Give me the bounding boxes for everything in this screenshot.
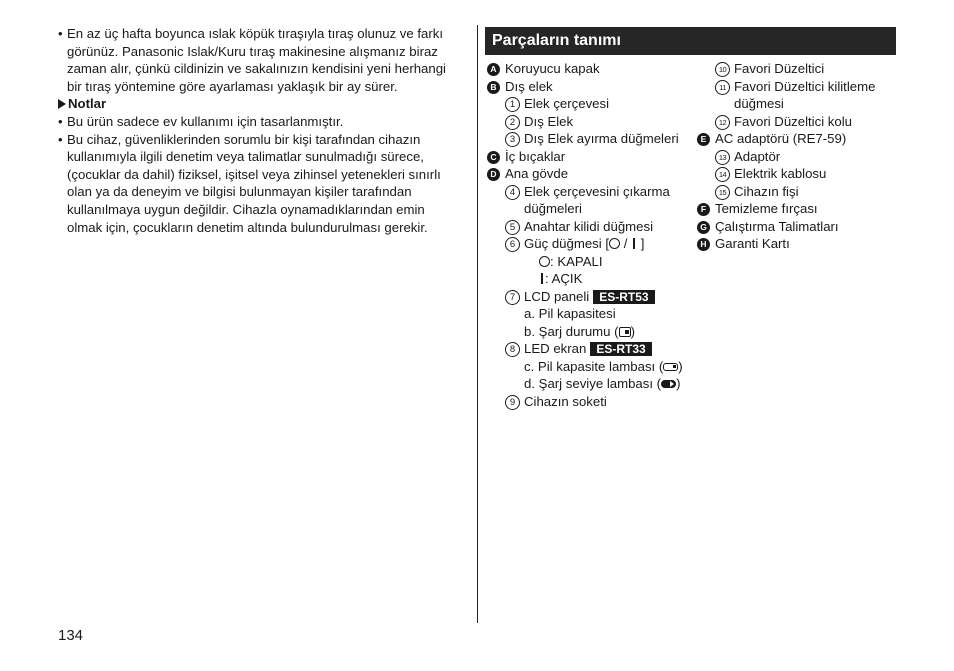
letter-badge-icon: F [697, 203, 710, 216]
parts-list-column-2 [697, 60, 897, 253]
part-8: 8 LED ekran ES-RT33 [487, 340, 702, 358]
parts-list-column-1 [487, 60, 702, 410]
part-g: G Çalıştırma Talimatları [697, 218, 897, 236]
charge-status-icon [619, 327, 631, 337]
part-c: C İç bıçaklar [487, 148, 702, 166]
part-a: A Koruyucu kapak [487, 60, 702, 78]
note-item: • Bu ürün sadece ev kullanımı için tasarlanmıştır. [58, 113, 456, 131]
circled-number-icon: 8 [505, 342, 520, 357]
model-badge: ES-RT53 [593, 290, 654, 304]
part-2: 2 Dış Elek [487, 113, 702, 131]
part-f: F Temizleme fırçası [697, 200, 897, 218]
part-4: 4 Elek çerçevesini çıkarma [487, 183, 702, 201]
part-14: 14 Elektrik kablosu [697, 165, 897, 183]
page-number: 134 [58, 627, 84, 644]
part-10: 10 Favori Düzeltici [697, 60, 897, 78]
circled-number-icon: 3 [505, 132, 520, 147]
circled-number-icon: 11 [715, 80, 730, 95]
intro-bullet: • En az üç hafta boyunca ıslak köpük tıraşıyla tıraş olunuz ve farkı görünüz. Panasonic Islak/Kuru tıraş makinesine alışmanız biraz zaman alır, çünkü cildinizin ve sakalınızın kendisini yeni herhangi bir tıraş yöntemine göre ayarlaması yaklaşık bir ay sürer. [58, 25, 456, 95]
letter-badge-icon: B [487, 81, 500, 94]
notes-heading: Notlar [58, 95, 456, 113]
part-15: 15 Cihazın fişi [697, 183, 897, 201]
triangle-right-icon [58, 99, 66, 109]
letter-badge-icon: G [697, 221, 710, 234]
part-d: D Ana gövde [487, 165, 702, 183]
part-4-continued: düğmeleri [524, 201, 582, 216]
part-13: 13 Adaptör [697, 148, 897, 166]
part-b: B Dış elek [487, 78, 702, 96]
letter-badge-icon: E [697, 133, 710, 146]
part-e: E AC adaptörü (RE7-59) [697, 130, 897, 148]
circled-number-icon: 2 [505, 115, 520, 130]
power-off-ring-icon [609, 238, 620, 249]
circled-number-icon: 12 [715, 115, 730, 130]
circled-number-icon: 14 [715, 167, 730, 182]
part-7a: a. Pil kapasitesi [524, 306, 616, 321]
column-divider [477, 25, 478, 623]
power-on-row: : AÇIK [487, 270, 702, 288]
circled-number-icon: 7 [505, 290, 520, 305]
part-9: 9 Cihazın soketi [487, 393, 702, 411]
model-badge: ES-RT33 [590, 342, 651, 356]
section-title: Parçaların tanımı [485, 27, 896, 55]
battery-icon [663, 363, 678, 371]
circled-number-icon: 10 [715, 62, 730, 77]
power-on-bar-icon [541, 273, 543, 284]
circled-number-icon: 6 [505, 237, 520, 252]
letter-badge-icon: A [487, 63, 500, 76]
part-11-continued: düğmesi [734, 96, 784, 111]
part-8c: c. Pil kapasite lambası ( ) [524, 358, 683, 374]
part-8d: d. Şarj seviye lambası ( ) [524, 376, 681, 391]
part-6: 6 Güç düğmesi [ / ] [487, 235, 702, 253]
circled-number-icon: 9 [505, 395, 520, 410]
circled-number-icon: 4 [505, 185, 520, 200]
circled-number-icon: 15 [715, 185, 730, 200]
letter-badge-icon: H [697, 238, 710, 251]
part-7b: b. Şarj durumu ( ) [524, 323, 635, 339]
note-item: • Bu cihaz, güvenliklerinden sorumlu bir kişi tarafından cihazın kullanımıyla ilgili denetim veya talimatlar sunulmadığı sürece, (çocuklar da dahil) fiziksel, işitsel veya zihinsel yetenekleri sınırlı olan ya da deneyim ve bilgisi bulunmayan kişiler tarafından kullanılmaya uygun değildir. Cihazla oynamadıklarından emin olmak için, çocukların denetim altında bulundurulması gerekir. [58, 131, 456, 237]
part-12: 12 Favori Düzeltici kolu [697, 113, 897, 131]
part-h: H Garanti Kartı [697, 235, 897, 253]
part-11: 11 Favori Düzeltici kilitleme [697, 78, 897, 96]
part-5: 5 Anahtar kilidi düğmesi [487, 218, 702, 236]
part-3: 3 Dış Elek ayırma düğmeleri [487, 130, 702, 148]
power-off-ring-icon [539, 256, 550, 267]
power-on-bar-icon [633, 238, 635, 249]
circled-number-icon: 5 [505, 220, 520, 235]
charging-plug-icon [661, 380, 676, 388]
letter-badge-icon: C [487, 151, 500, 164]
circled-number-icon: 13 [715, 150, 730, 165]
letter-badge-icon: D [487, 168, 500, 181]
power-off-row: : KAPALI [487, 253, 702, 271]
left-column [58, 25, 456, 236]
part-7: 7 LCD paneli ES-RT53 [487, 288, 702, 306]
part-1: 1 Elek çerçevesi [487, 95, 702, 113]
circled-number-icon: 1 [505, 97, 520, 112]
